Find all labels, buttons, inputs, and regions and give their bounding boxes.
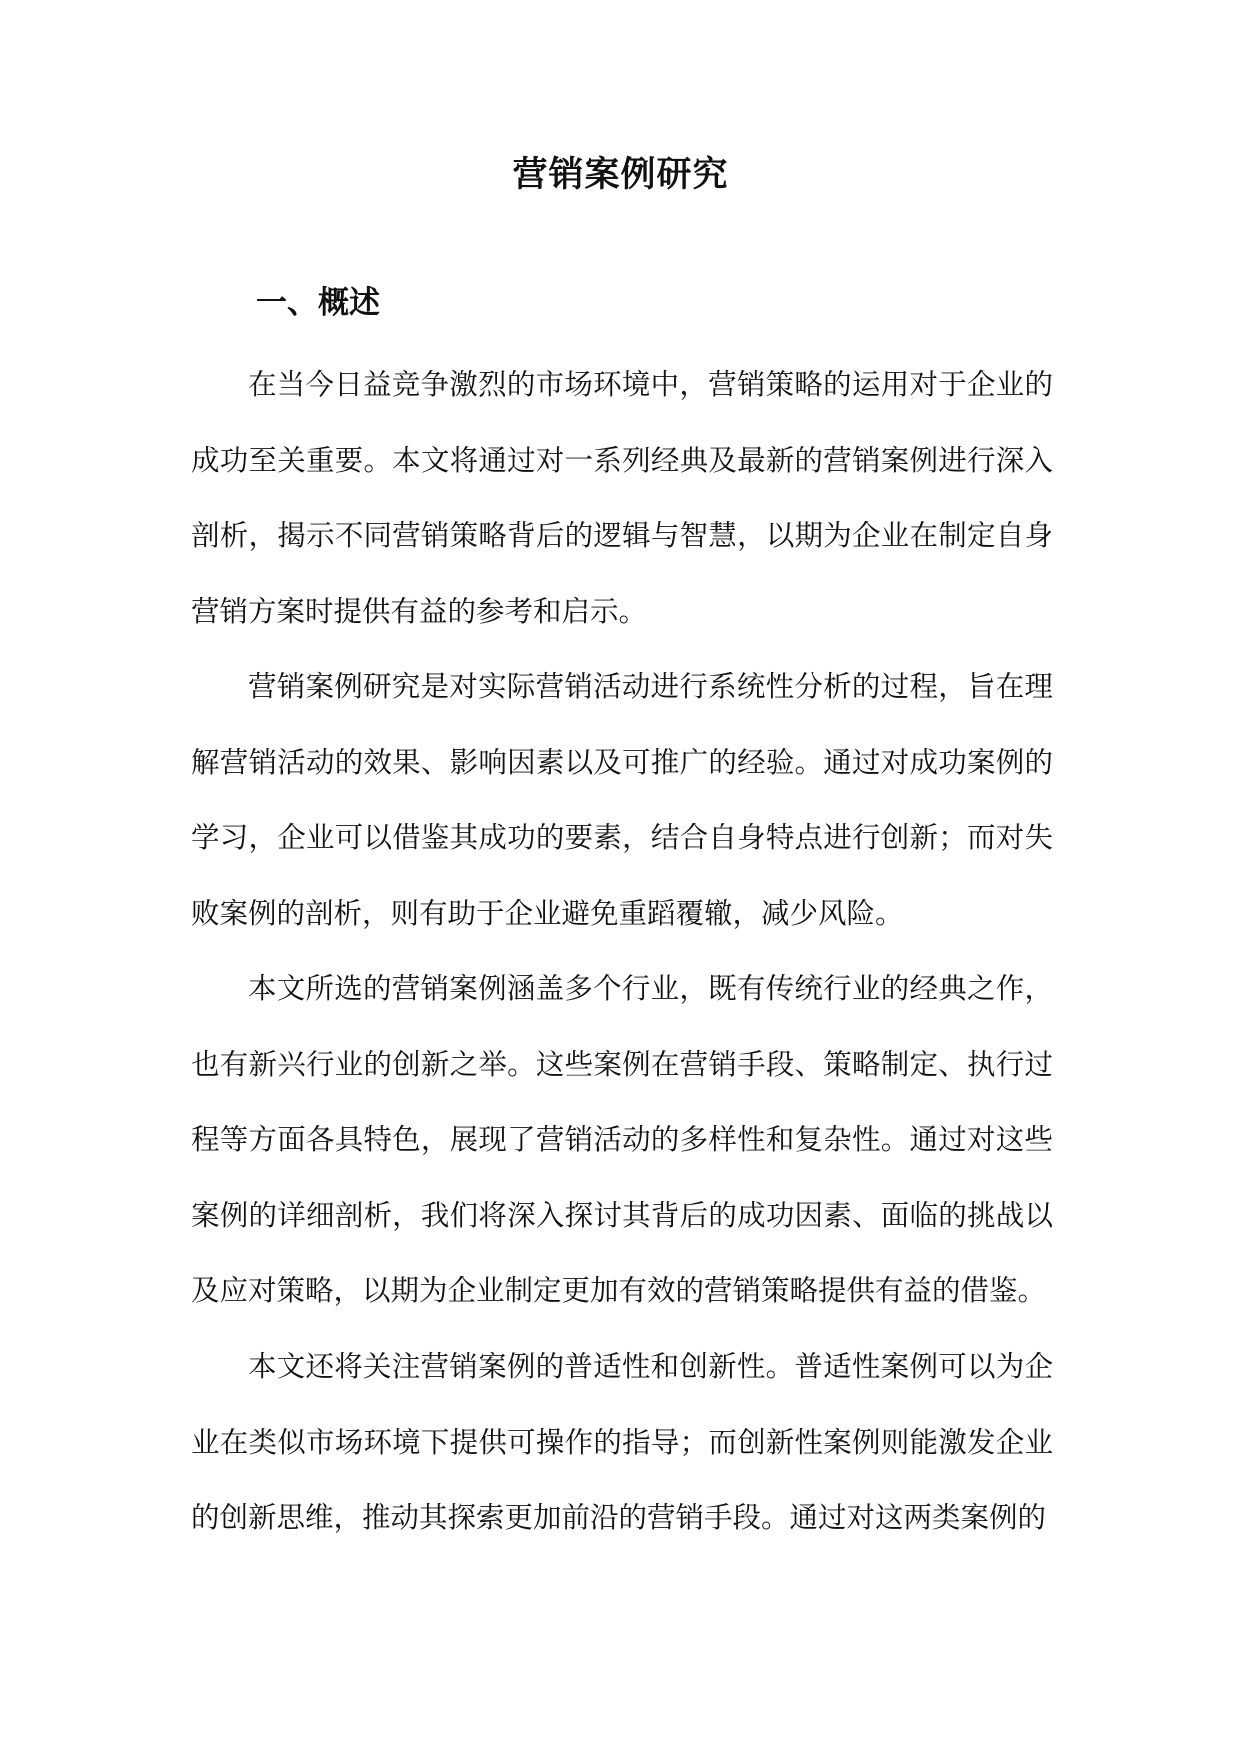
paragraph-3: 本文所选的营销案例涵盖多个行业，既有传统行业的经典之作，也有新兴行业的创新之举。这些案例在营销手段、策略制定、执行过程等方面各具特色，展现了营销活动的多样性和复杂性。通过对这些案例的详细剖析，我们将深入探讨其背后的成功因素、面临的挑战以及应对策略，以期为企业制定更加有效的营销策略提供有益的借鉴。 (191, 972, 1053, 1307)
paragraph-1: 在当今日益竞争激烈的市场环境中，营销策略的运用对于企业的成功至关重要。本文将通过对一系列经典及最新的营销案例进行深入剖析，揭示不同营销策略背后的逻辑与智慧，以期为企业在制定自身营销方案时提供有益的参考和启示。 (191, 368, 1053, 628)
paragraph-4: 本文还将关注营销案例的普适性和创新性。普适性案例可以为企业在类似市场环境下提供可操作的指导；而创新性案例则能激发企业的创新思维，推动其探索更加前沿的营销手段。通过对这两类案例的 (191, 1350, 1053, 1534)
paragraph-2: 营销案例研究是对实际营销活动进行系统性分析的过程，旨在理解营销活动的效果、影响因素以及可推广的经验。通过对成功案例的学习，企业可以借鉴其成功的要素，结合自身特点进行创新；而对失败案例的剖析，则有助于企业避免重蹈覆辙，减少风险。 (191, 670, 1053, 930)
section-heading: 一、概述 (256, 285, 380, 321)
document-title: 营销案例研究 (512, 155, 729, 195)
